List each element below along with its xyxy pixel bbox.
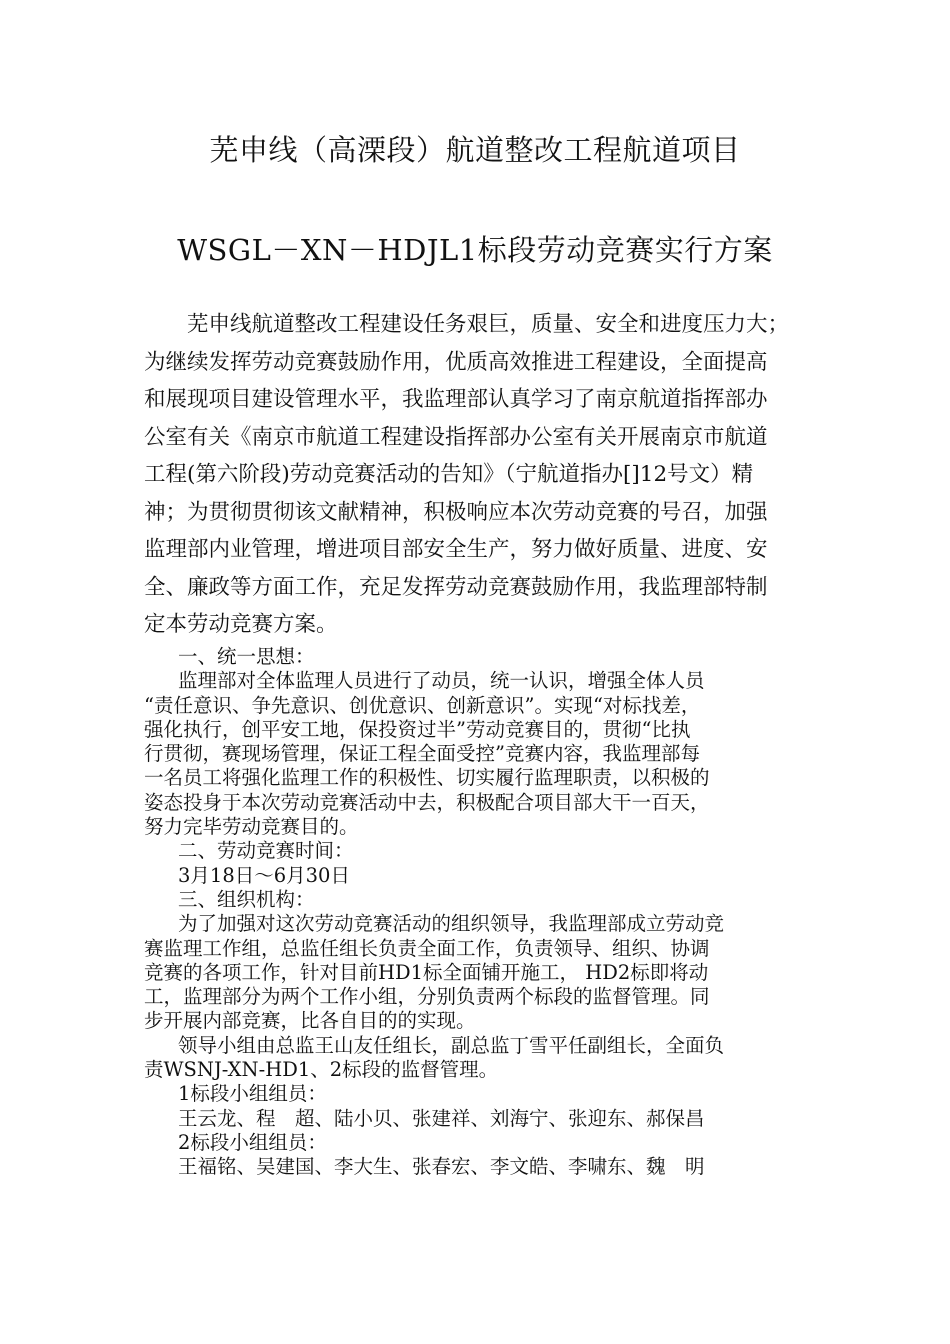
body-line: 步开展内部竞赛，比各自目的的实现。 bbox=[144, 1009, 476, 1033]
body-line: 领导小组由总监王山友任组长，副总监丁雪平任副组长，全面负 bbox=[178, 1033, 725, 1057]
document-title: 芜申线（高溧段）航道整改工程航道项目 bbox=[209, 133, 741, 167]
group2-heading: 2标段小组组员： bbox=[178, 1130, 327, 1154]
body-line: 工，监理部分为两个工作小组，分别负责两个标段的监督管理。同 bbox=[144, 985, 710, 1009]
body-line: 姿态投身于本次劳动竞赛活动中去，积极配合项目部大干一百天， bbox=[144, 790, 710, 814]
body-line: 强化执行，创平安工地，保投资过半”劳动竞赛目的，贯彻“比执 bbox=[144, 717, 691, 741]
body-line: 为了加强对这次劳动竞赛活动的组织领导，我监理部成立劳动竞 bbox=[178, 912, 725, 936]
body-line: 一名员工将强化监理工作的积极性、切实履行监理职责，以积极的 bbox=[144, 766, 710, 790]
section-heading-unify: 一、统一思想： bbox=[178, 645, 315, 668]
body-line: 竞赛的各项工作，针对目前HD1标全面铺开施工， HD2标即将动 bbox=[144, 960, 709, 984]
document-subtitle: WSGL－XN－HDJL1标段劳动竞赛实行方案 bbox=[177, 233, 773, 267]
body-line: 责WSNJ-XN-HD1、2标段的监督管理。 bbox=[144, 1058, 499, 1082]
group2-members: 王福铭、吴建国、李大生、张春宏、李文皓、李啸东、魏 明 bbox=[178, 1155, 705, 1179]
body-line: 努力完毕劳动竞赛目的。 bbox=[144, 815, 359, 839]
section-heading-time: 二、劳动竞赛时间： bbox=[178, 839, 354, 863]
intro-line: 定本劳动竞赛方案。 bbox=[144, 612, 338, 637]
body-line: 行贯彻，赛现场管理，保证工程全面受控”竞赛内容，我监理部每 bbox=[144, 742, 700, 766]
intro-line: 神；为贯彻贯彻该文献精神，积极响应本次劳动竞赛的号召，加强 bbox=[144, 499, 768, 525]
intro-line: 公室有关《南京市航道工程建设指挥部办公室有关开展南京市航道 bbox=[144, 424, 768, 450]
body-line: 赛监理工作组，总监任组长负责全面工作，负责领导、组织、协调 bbox=[144, 936, 710, 960]
intro-line: 和展现项目建设管理水平，我监理部认真学习了南京航道指挥部办 bbox=[144, 387, 768, 412]
intro-line: 为继续发挥劳动竞赛鼓励作用，优质高效推进工程建设，全面提高 bbox=[144, 349, 768, 375]
intro-line: 监理部内业管理，增进项目部安全生产，努力做好质量、进度、安 bbox=[144, 537, 768, 562]
body-line: “责任意识、争先意识、创优意识、创新意识”。实现“对标找差， bbox=[144, 693, 701, 717]
intro-line: 工程(第六阶段)劳动竞赛活动的告知》（宁航道指办[]12号文）精 bbox=[144, 462, 754, 487]
section-heading-organization: 三、组织机构： bbox=[178, 887, 315, 911]
competition-dates: 3月18日～6月30日 bbox=[178, 863, 350, 887]
intro-paragraph bbox=[144, 306, 814, 644]
group1-members: 王云龙、程 超、陆小贝、张建祥、刘海宁、张迎东、郝保昌 bbox=[178, 1106, 705, 1130]
intro-line: 全、廉政等方面工作，充足发挥劳动竞赛鼓励作用，我监理部特制 bbox=[144, 574, 768, 600]
intro-line: 芜申线航道整改工程建设任务艰巨，质量、安全和进度压力大； bbox=[187, 312, 790, 337]
body-section bbox=[144, 645, 834, 1180]
body-line: 监理部对全体监理人员进行了动员，统一认识，增强全体人员 bbox=[178, 669, 705, 693]
group1-heading: 1标段小组组员： bbox=[178, 1082, 327, 1106]
